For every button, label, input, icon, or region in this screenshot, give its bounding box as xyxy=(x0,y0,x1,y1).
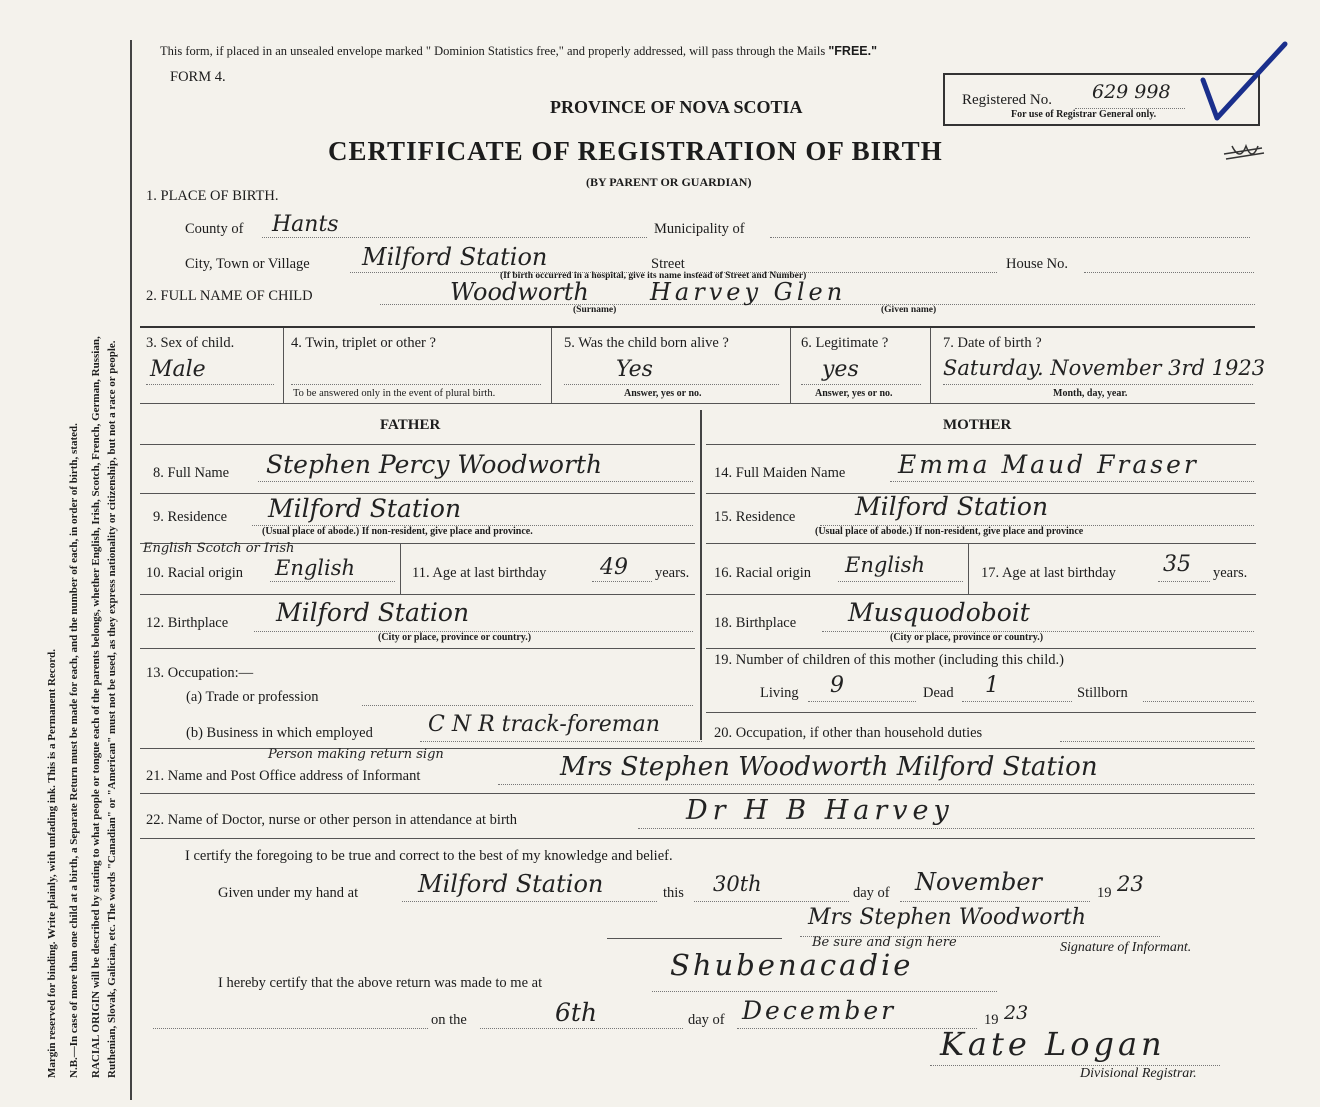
father-heading: FATHER xyxy=(380,417,441,433)
father-age-line xyxy=(592,581,652,582)
doctor-label: 22. Name of Doctor, nurse or other person in attendance at birth xyxy=(146,812,518,828)
father-racial-annotation: English Scotch or Irish xyxy=(143,541,295,556)
province-heading: PROVINCE OF NOVA SCOTIA xyxy=(550,97,803,117)
registrar-place-value: Shubenacadie xyxy=(670,948,914,982)
surname-caption: (Surname) xyxy=(573,305,617,315)
registrar-caption: Divisional Registrar. xyxy=(1080,1066,1197,1081)
municipality-label: Municipality of xyxy=(654,221,745,237)
mother-row-14-top xyxy=(706,444,1256,445)
legitimate-line xyxy=(801,384,921,385)
city-value: Milford Station xyxy=(362,243,548,271)
father-row-8-top xyxy=(140,444,695,445)
mother-row-16-top xyxy=(706,543,1256,544)
doctor-line xyxy=(638,828,1254,829)
scribble-mark xyxy=(1222,142,1266,164)
father-business-value: C N R track-foreman xyxy=(428,712,660,737)
father-row-13-top xyxy=(140,648,695,649)
month-line xyxy=(900,901,1090,902)
twin-line xyxy=(291,384,541,385)
year-value: 23 xyxy=(1117,872,1144,896)
father-name-label: 8. Full Name xyxy=(153,465,230,481)
twin-note: To be answered only in the event of plural birth. xyxy=(293,388,496,399)
informant-signature: Mrs Stephen Woodworth xyxy=(808,905,1086,930)
sex-value: Male xyxy=(150,357,206,382)
mother-name-label: 14. Full Maiden Name xyxy=(714,465,846,481)
registrar-note: For use of Registrar General only. xyxy=(1011,109,1157,120)
registered-value: 629 998 xyxy=(1092,81,1171,103)
mother-residence-note: (Usual place of abode.) If non-resident, give place and province xyxy=(815,526,1084,537)
father-age-value: 49 xyxy=(600,555,628,580)
father-residence-label: 9. Residence xyxy=(153,509,228,525)
registrar-place-line xyxy=(652,991,997,992)
place-of-birth-heading: 1. PLACE OF BIRTH. xyxy=(146,188,279,204)
legitimate-value: yes xyxy=(822,357,859,382)
father-occupation-label: 13. Occupation:— xyxy=(146,665,254,681)
informant-label: 21. Name and Post Office address of Informant xyxy=(146,768,421,784)
document-subtitle: (BY PARENT OR GUARDIAN) xyxy=(586,175,752,189)
alive-value: Yes xyxy=(616,357,653,382)
sex-line xyxy=(146,384,274,385)
alive-label: 5. Was the child born alive ? xyxy=(564,335,729,351)
mother-occupation-line xyxy=(1060,741,1254,742)
certify-statement: I certify the foregoing to be true and correct to the best of my knowledge and belief. xyxy=(185,848,673,864)
father-birthplace-value: Milford Station xyxy=(276,598,470,627)
municipality-line xyxy=(770,237,1250,238)
mother-age-label: 17. Age at last birthday xyxy=(981,565,1116,581)
given-caption: (Given name) xyxy=(881,305,937,315)
stillborn-line xyxy=(1143,701,1254,702)
margin-note-multiple-births: N.B.—In case of more than one child at a birth, a Separate Return must be made for each, and the number of each, in order of birth, stated. xyxy=(68,423,80,1078)
dead-line xyxy=(962,701,1072,702)
county-value: Hants xyxy=(272,212,339,237)
father-birthplace-note: (City or place, province or country.) xyxy=(378,632,532,643)
this-label: this xyxy=(663,885,684,901)
father-racial-value: English xyxy=(275,556,356,580)
father-mother-divider xyxy=(700,410,702,740)
on-the-label: on the xyxy=(431,1012,467,1028)
reg-day-of-label: day of xyxy=(688,1012,725,1028)
hospital-note: (If birth occurred in a hospital, give its name instead of Street and Number) xyxy=(500,271,807,281)
dead-value: 1 xyxy=(985,673,999,698)
city-label: City, Town or Village xyxy=(185,256,310,272)
informant-line xyxy=(498,784,1254,785)
reg-year-value: 23 xyxy=(1004,1002,1029,1024)
father-trade-line xyxy=(362,705,693,706)
year-prefix: 19 xyxy=(1097,885,1112,901)
father-birthplace-label: 12. Birthplace xyxy=(146,615,229,631)
mother-birthplace-note: (City or place, province or country.) xyxy=(890,632,1044,643)
given-place-value: Milford Station xyxy=(418,870,604,898)
margin-note-binding: Margin reserved for binding. Write plainly, with unfading ink. This is a Permanent Record. xyxy=(46,649,58,1078)
mother-row-19-top xyxy=(706,648,1256,649)
street-label: Street xyxy=(651,256,685,272)
father-row-12-top xyxy=(140,594,695,595)
mother-occupation-label: 20. Occupation, if other than household duties xyxy=(714,725,983,741)
stillborn-label: Stillborn xyxy=(1077,685,1128,701)
living-label: Living xyxy=(760,685,799,701)
reg-year-prefix: 19 xyxy=(984,1012,999,1028)
father-name-value: Stephen Percy Woodworth xyxy=(266,450,603,479)
mother-children-label: 19. Number of children of this mother (including this child.) xyxy=(714,652,1064,668)
father-age-label: 11. Age at last birthday xyxy=(412,565,547,581)
county-line xyxy=(262,237,647,238)
father-business-label: (b) Business in which employed xyxy=(186,725,373,741)
living-line xyxy=(808,701,916,702)
mother-residence-value: Milford Station xyxy=(855,492,1049,521)
father-residence-note: (Usual place of abode.) If non-resident, give place and province. xyxy=(262,526,533,537)
margin-note-racial-origin: RACIAL ORIGIN will be described by stating to what people or tongue each of the parents belongs, whether English, Irish, Scotch, French, German, Russian, xyxy=(90,336,102,1078)
divider-6-7 xyxy=(930,328,931,403)
alive-note: Answer, yes or no. xyxy=(624,388,702,399)
legitimate-note: Answer, yes or no. xyxy=(815,388,893,399)
day-line xyxy=(694,901,849,902)
checkmark-icon xyxy=(1195,40,1290,125)
mother-age-line xyxy=(1158,581,1210,582)
mother-heading: MOTHER xyxy=(943,417,1012,433)
dob-value: Saturday. November 3rd 1923 xyxy=(943,356,1266,380)
house-line xyxy=(1084,272,1254,273)
mother-racial-line xyxy=(838,581,963,582)
father-age-unit: years. xyxy=(655,565,690,581)
mail-free: "FREE." xyxy=(828,44,878,58)
registered-label: Registered No. xyxy=(962,92,1052,108)
margin-divider xyxy=(130,40,132,1100)
signature-caption: Signature of Informant. xyxy=(1060,940,1192,955)
divider-5-6 xyxy=(790,328,791,403)
form-number: FORM 4. xyxy=(170,69,226,85)
twin-label: 4. Twin, triplet or other ? xyxy=(291,335,436,351)
mother-row-20-top xyxy=(706,712,1256,713)
informant-annotation: Person making return sign xyxy=(268,747,444,762)
row-22-bottom xyxy=(140,838,1255,839)
divider-16-17 xyxy=(968,544,969,594)
divider-10-11 xyxy=(400,544,401,594)
dob-line xyxy=(943,384,1253,385)
signature-line-left xyxy=(607,938,782,939)
living-value: 9 xyxy=(830,673,844,698)
father-racial-label: 10. Racial origin xyxy=(146,565,244,581)
father-name-line xyxy=(258,481,693,482)
alive-line xyxy=(564,384,779,385)
mother-birthplace-label: 18. Birthplace xyxy=(714,615,797,631)
mail-note xyxy=(160,44,877,59)
dob-note: Month, day, year. xyxy=(1053,388,1128,399)
month-value: November xyxy=(915,868,1043,896)
house-label: House No. xyxy=(1006,256,1069,272)
margin-note-racial-origin-cont: Ruthenian, Slovak, Galician, etc. The words "Canadian" or "American" must not be used, as they express nationality or citizenship, but not a race or people. xyxy=(106,340,118,1078)
mother-row-18-top xyxy=(706,594,1256,595)
mother-name-line xyxy=(890,481,1254,482)
father-business-line xyxy=(420,741,702,742)
mother-residence-label: 15. Residence xyxy=(714,509,796,525)
legitimate-label: 6. Legitimate ? xyxy=(801,335,889,351)
reg-day-line xyxy=(480,1028,683,1029)
father-racial-line xyxy=(270,581,395,582)
registrar-signature: Kate Logan xyxy=(940,1025,1166,1063)
row-22-top xyxy=(140,793,1255,794)
mother-name-value: Emma Maud Fraser xyxy=(898,450,1199,479)
child-name-label: 2. FULL NAME OF CHILD xyxy=(146,288,313,304)
document-title: CERTIFICATE OF REGISTRATION OF BIRTH xyxy=(328,136,943,166)
given-place-line xyxy=(402,901,657,902)
reg-month-value: December xyxy=(742,996,897,1025)
reg-day-value: 6th xyxy=(555,998,598,1027)
county-label: County of xyxy=(185,221,244,237)
divider-3-4 xyxy=(283,328,284,403)
day-value: 30th xyxy=(713,872,762,896)
informant-value: Mrs Stephen Woodworth Milford Station xyxy=(560,752,1098,782)
child-given-value: Harvey Glen xyxy=(650,278,847,306)
child-surname-value: Woodworth xyxy=(450,278,589,306)
sex-label: 3. Sex of child. xyxy=(146,335,235,351)
given-label: Given under my hand at xyxy=(218,885,359,901)
registrar-statement: I hereby certify that the above return was made to me at xyxy=(218,975,543,991)
mother-racial-label: 16. Racial origin xyxy=(714,565,812,581)
mail-note-text: This form, if placed in an unsealed envelope marked " Dominion Statistics free," and properly addressed, will pass through the Mails xyxy=(160,44,826,58)
row-3-top-border xyxy=(140,326,1255,328)
mother-age-value: 35 xyxy=(1163,552,1191,577)
day-of-label: day of xyxy=(853,885,890,901)
dob-label: 7. Date of birth ? xyxy=(943,335,1042,351)
row-3-bottom-border xyxy=(140,403,1255,404)
mother-racial-value: English xyxy=(845,553,926,577)
father-residence-value: Milford Station xyxy=(268,494,462,523)
mother-age-unit: years. xyxy=(1213,565,1248,581)
dead-label: Dead xyxy=(923,685,954,701)
doctor-value: Dr H B Harvey xyxy=(686,795,954,826)
sign-note: Be sure and sign here xyxy=(812,935,957,950)
father-trade-label: (a) Trade or profession xyxy=(186,689,319,705)
on-the-line-left xyxy=(153,1028,428,1029)
mother-birthplace-value: Musquodoboit xyxy=(848,598,1030,627)
divider-4-5 xyxy=(551,328,552,403)
